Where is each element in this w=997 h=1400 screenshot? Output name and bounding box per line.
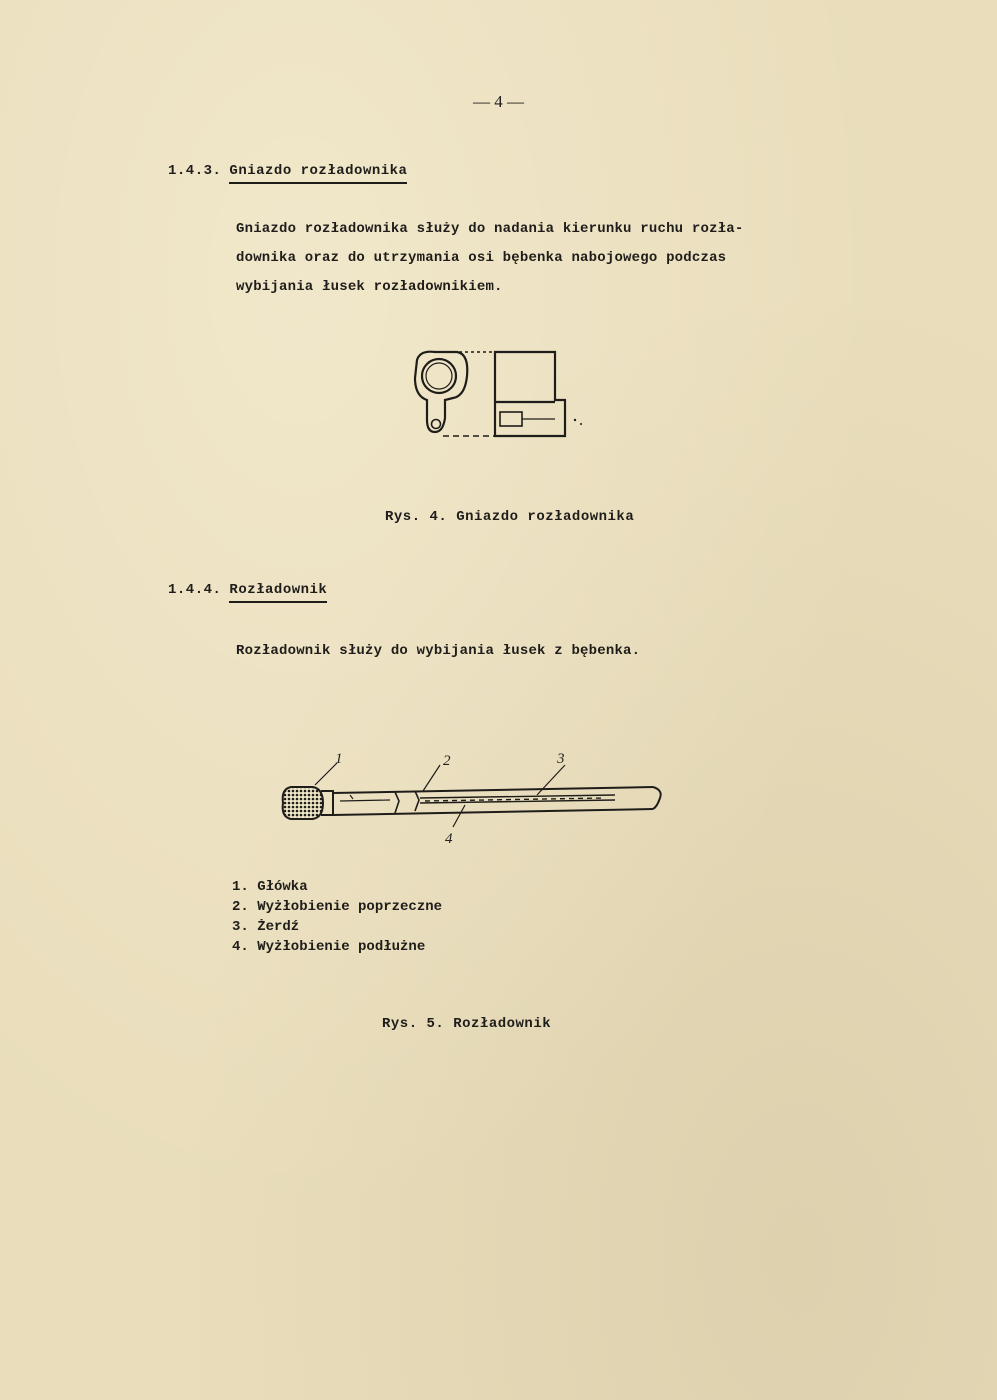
callout-1: 1 (335, 751, 343, 767)
section-1-paragraph (236, 215, 846, 302)
legend-item: 2. Wyżłobienie poprzeczne (232, 899, 443, 915)
figure-5-legend (232, 877, 442, 957)
section-heading-1-4-3 (168, 163, 407, 179)
page-number: — 4 — (473, 92, 524, 111)
callout-3: 3 (557, 751, 565, 767)
unloader-rod-drawing (275, 745, 670, 850)
paragraph-line: Gniazdo rozładownika służy do nadania kierunku ruchu rozła- (236, 221, 744, 237)
paragraph-line: wybijania łusek rozładownikiem. (236, 279, 503, 295)
legend-item: 1. Główka (232, 879, 308, 895)
legend-item: 3. Żerdź (232, 919, 300, 935)
section-title: Rozładownik (229, 582, 327, 603)
unloader-socket-drawing (405, 340, 595, 450)
section-heading-1-4-4 (168, 582, 327, 598)
figure-5-caption: Rys. 5. Rozładownik (382, 1016, 552, 1032)
section-2-paragraph: Rozładownik służy do wybijania łusek z bębenka. (236, 643, 641, 659)
section-number: 1.4.3. (168, 163, 222, 179)
legend-item: 4. Wyżłobienie podłużne (232, 939, 426, 955)
section-number: 1.4.4. (168, 582, 222, 598)
callout-2: 2 (443, 753, 451, 769)
paragraph-line: downika oraz do utrzymania osi bębenka nabojowego podczas (236, 250, 727, 266)
section-title: Gniazdo rozładownika (229, 163, 407, 184)
callout-4: 4 (445, 831, 453, 847)
figure-4-caption: Rys. 4. Gniazdo rozładownika (385, 509, 635, 525)
